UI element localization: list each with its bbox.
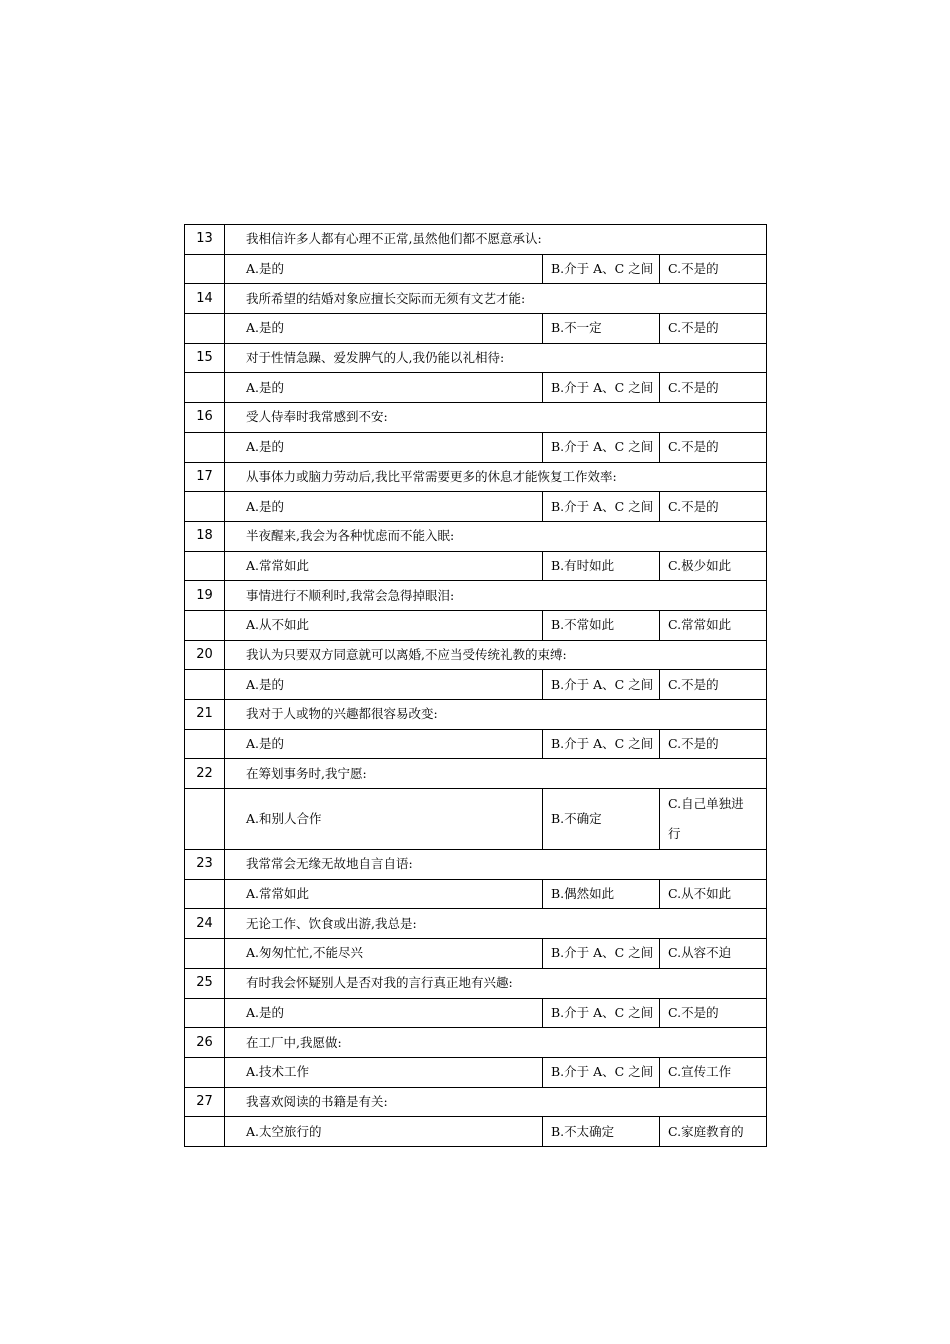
question-text: 无论工作、饮食或出游,我总是: bbox=[225, 909, 767, 939]
option-b[interactable]: B.介于 A、C 之间 bbox=[543, 373, 660, 403]
question-row bbox=[185, 1028, 767, 1058]
option-a[interactable]: A.匆匆忙忙,不能尽兴 bbox=[225, 939, 543, 969]
question-number: 19 bbox=[185, 581, 225, 611]
option-a[interactable]: A.和别人合作 bbox=[225, 789, 543, 850]
option-c[interactable]: C.极少如此 bbox=[660, 551, 767, 581]
question-number: 15 bbox=[185, 343, 225, 373]
question-number: 20 bbox=[185, 640, 225, 670]
empty-number-cell bbox=[185, 939, 225, 969]
question-number: 25 bbox=[185, 968, 225, 998]
option-c[interactable]: C.不是的 bbox=[660, 314, 767, 344]
option-c[interactable]: C.不是的 bbox=[660, 492, 767, 522]
question-number: 26 bbox=[185, 1028, 225, 1058]
empty-number-cell bbox=[185, 314, 225, 344]
question-text: 对于性情急躁、爱发脾气的人,我仍能以礼相待: bbox=[225, 343, 767, 373]
option-a[interactable]: A.是的 bbox=[225, 670, 543, 700]
answer-row bbox=[185, 551, 767, 581]
option-a[interactable]: A.常常如此 bbox=[225, 551, 543, 581]
question-text: 在筹划事务时,我宁愿: bbox=[225, 759, 767, 789]
answer-row bbox=[185, 729, 767, 759]
question-text: 我认为只要双方同意就可以离婚,不应当受传统礼教的束缚: bbox=[225, 640, 767, 670]
option-a[interactable]: A.是的 bbox=[225, 314, 543, 344]
question-number: 16 bbox=[185, 403, 225, 433]
question-row bbox=[185, 225, 767, 255]
option-c[interactable]: C.宣传工作 bbox=[660, 1057, 767, 1087]
questionnaire-body bbox=[185, 225, 767, 1147]
option-a[interactable]: A.是的 bbox=[225, 432, 543, 462]
question-row bbox=[185, 700, 767, 730]
option-b[interactable]: B.介于 A、C 之间 bbox=[543, 939, 660, 969]
option-c[interactable]: C.家庭教育的 bbox=[660, 1117, 767, 1147]
question-number: 13 bbox=[185, 225, 225, 255]
answer-row bbox=[185, 879, 767, 909]
option-c[interactable]: C.不是的 bbox=[660, 729, 767, 759]
option-b[interactable]: B.介于 A、C 之间 bbox=[543, 254, 660, 284]
answer-row bbox=[185, 670, 767, 700]
question-row bbox=[185, 909, 767, 939]
question-row bbox=[185, 343, 767, 373]
question-text: 半夜醒来,我会为各种忧虑而不能入眠: bbox=[225, 521, 767, 551]
option-b[interactable]: B.介于 A、C 之间 bbox=[543, 670, 660, 700]
empty-number-cell bbox=[185, 254, 225, 284]
empty-number-cell bbox=[185, 729, 225, 759]
question-number: 18 bbox=[185, 521, 225, 551]
option-c[interactable]: C.不是的 bbox=[660, 373, 767, 403]
question-row bbox=[185, 581, 767, 611]
questionnaire-table bbox=[184, 224, 767, 1147]
option-a[interactable]: A.是的 bbox=[225, 373, 543, 403]
option-c[interactable]: C.不是的 bbox=[660, 254, 767, 284]
answer-row bbox=[185, 789, 767, 850]
empty-number-cell bbox=[185, 373, 225, 403]
option-b[interactable]: B.有时如此 bbox=[543, 551, 660, 581]
option-b[interactable]: B.不一定 bbox=[543, 314, 660, 344]
question-text: 我所希望的结婚对象应擅长交际而无须有文艺才能: bbox=[225, 284, 767, 314]
option-b[interactable]: B.介于 A、C 之间 bbox=[543, 432, 660, 462]
answer-row bbox=[185, 314, 767, 344]
option-b[interactable]: B.不确定 bbox=[543, 789, 660, 850]
option-b[interactable]: B.偶然如此 bbox=[543, 879, 660, 909]
question-number: 23 bbox=[185, 850, 225, 880]
question-text: 我常常会无缘无故地自言自语: bbox=[225, 850, 767, 880]
option-a[interactable]: A.是的 bbox=[225, 998, 543, 1028]
option-a[interactable]: A.是的 bbox=[225, 254, 543, 284]
empty-number-cell bbox=[185, 1117, 225, 1147]
question-number: 14 bbox=[185, 284, 225, 314]
question-text: 在工厂中,我愿做: bbox=[225, 1028, 767, 1058]
question-text: 我喜欢阅读的书籍是有关: bbox=[225, 1087, 767, 1117]
question-row bbox=[185, 759, 767, 789]
question-text: 我对于人或物的兴趣都很容易改变: bbox=[225, 700, 767, 730]
option-b[interactable]: B.介于 A、C 之间 bbox=[543, 998, 660, 1028]
option-c[interactable]: C.从容不迫 bbox=[660, 939, 767, 969]
question-row bbox=[185, 1087, 767, 1117]
question-row bbox=[185, 968, 767, 998]
answer-row bbox=[185, 492, 767, 522]
question-text: 受人侍奉时我常感到不安: bbox=[225, 403, 767, 433]
question-number: 22 bbox=[185, 759, 225, 789]
question-text: 从事体力或脑力劳动后,我比平常需要更多的休息才能恢复工作效率: bbox=[225, 462, 767, 492]
empty-number-cell bbox=[185, 1057, 225, 1087]
option-c[interactable]: C.从不如此 bbox=[660, 879, 767, 909]
question-number: 21 bbox=[185, 700, 225, 730]
question-row bbox=[185, 284, 767, 314]
question-text: 事情进行不顺利时,我常会急得掉眼泪: bbox=[225, 581, 767, 611]
option-b[interactable]: B.不太确定 bbox=[543, 1117, 660, 1147]
question-number: 24 bbox=[185, 909, 225, 939]
answer-row bbox=[185, 998, 767, 1028]
option-a[interactable]: A.是的 bbox=[225, 729, 543, 759]
option-a[interactable]: A.常常如此 bbox=[225, 879, 543, 909]
option-a[interactable]: A.从不如此 bbox=[225, 610, 543, 640]
empty-number-cell bbox=[185, 551, 225, 581]
question-number: 27 bbox=[185, 1087, 225, 1117]
question-row bbox=[185, 462, 767, 492]
question-text: 有时我会怀疑别人是否对我的言行真正地有兴趣: bbox=[225, 968, 767, 998]
empty-number-cell bbox=[185, 879, 225, 909]
question-row bbox=[185, 850, 767, 880]
option-b[interactable]: B.介于 A、C 之间 bbox=[543, 1057, 660, 1087]
empty-number-cell bbox=[185, 610, 225, 640]
answer-row bbox=[185, 610, 767, 640]
option-a[interactable]: A.太空旅行的 bbox=[225, 1117, 543, 1147]
option-c[interactable]: C.不是的 bbox=[660, 998, 767, 1028]
empty-number-cell bbox=[185, 492, 225, 522]
option-b[interactable]: B.介于 A、C 之间 bbox=[543, 492, 660, 522]
answer-row bbox=[185, 939, 767, 969]
option-c[interactable]: C.自己单独进行 bbox=[660, 789, 767, 850]
option-c[interactable]: C.不是的 bbox=[660, 432, 767, 462]
question-row bbox=[185, 521, 767, 551]
option-a[interactable]: A.是的 bbox=[225, 492, 543, 522]
empty-number-cell bbox=[185, 670, 225, 700]
answer-row bbox=[185, 254, 767, 284]
empty-number-cell bbox=[185, 998, 225, 1028]
empty-number-cell bbox=[185, 432, 225, 462]
question-row bbox=[185, 403, 767, 433]
question-row bbox=[185, 640, 767, 670]
answer-row bbox=[185, 373, 767, 403]
option-b[interactable]: B.介于 A、C 之间 bbox=[543, 729, 660, 759]
question-number: 17 bbox=[185, 462, 225, 492]
answer-row bbox=[185, 432, 767, 462]
option-c[interactable]: C.不是的 bbox=[660, 670, 767, 700]
question-text: 我相信许多人都有心理不正常,虽然他们都不愿意承认: bbox=[225, 225, 767, 255]
option-a[interactable]: A.技术工作 bbox=[225, 1057, 543, 1087]
option-b[interactable]: B.不常如此 bbox=[543, 610, 660, 640]
answer-row bbox=[185, 1057, 767, 1087]
empty-number-cell bbox=[185, 789, 225, 850]
answer-row bbox=[185, 1117, 767, 1147]
option-c[interactable]: C.常常如此 bbox=[660, 610, 767, 640]
